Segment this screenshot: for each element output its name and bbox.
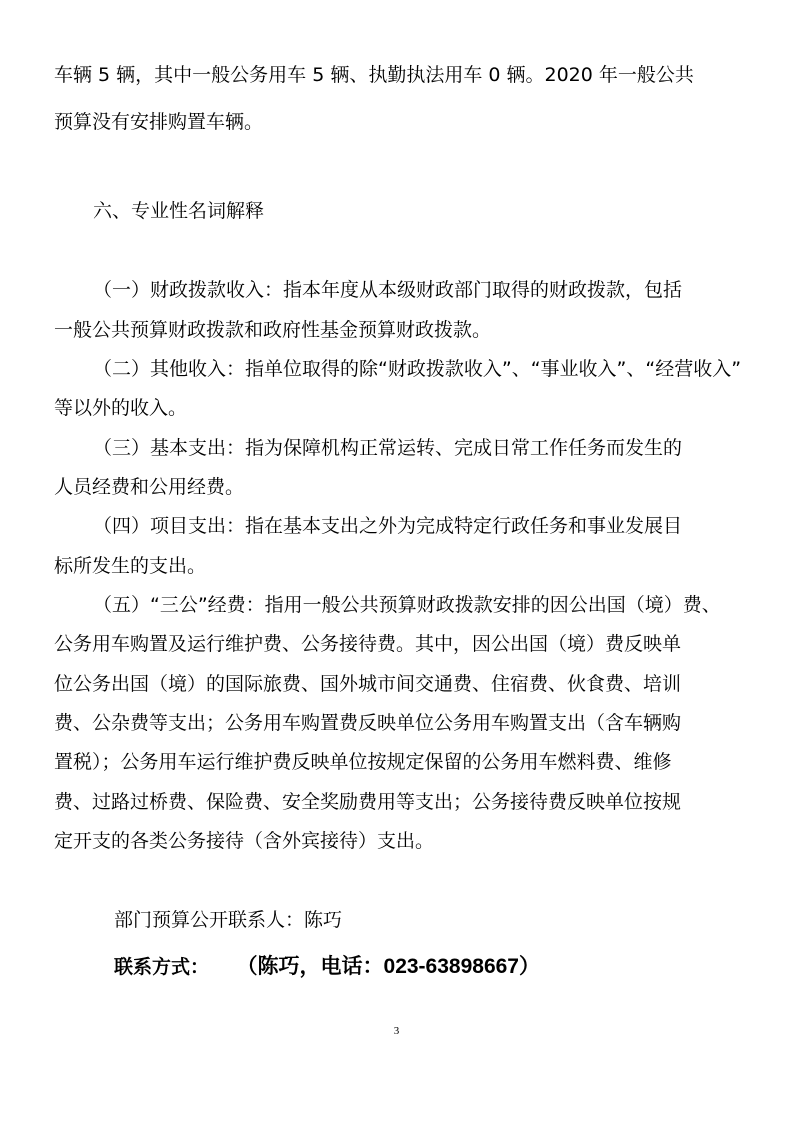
definition-5-line-7: 定开支的各类公务接待（含外宾接待）支出。 (54, 830, 435, 852)
definition-2-line-2: 等以外的收入。 (54, 397, 188, 419)
definition-5-line-3: 位公务出国（境）的国际旅费、国外城市间交通费、住宿费、伙食费、培训 (54, 673, 682, 695)
definition-4-line-2: 标所发生的支出。 (54, 555, 207, 577)
definition-5-line-1: （五）“三公”经费：指用一般公共预算财政拨款安排的因公出国（境）费、 (93, 594, 721, 616)
contact-method-line (114, 955, 540, 979)
definition-1-line-1: （一）财政拨款收入：指本年度从本级财政部门取得的财政拨款，包括 (93, 279, 683, 301)
definition-4-line-1: （四）项目支出：指在基本支出之外为完成特定行政任务和事业发展目 (93, 515, 683, 537)
contact-person-line: 部门预算公开联系人：陈巧 (114, 909, 343, 931)
definition-3-line-1: （三）基本支出：指为保障机构正常运转、完成日常工作任务而发生的 (93, 437, 683, 459)
contact-method-value: （陈巧，电话：023-63898667） (247, 955, 540, 978)
definition-5-line-2: 公务用车购置及运行维护费、公务接待费。其中，因公出国（境）费反映单 (54, 633, 682, 655)
definition-2-line-1: （二）其他收入：指单位取得的除“财政拨款收入”、“事业收入”、“经营收入” (93, 358, 742, 380)
definition-5-line-6: 费、过路过桥费、保险费、安全奖励费用等支出；公务接待费反映单位按规 (54, 791, 682, 813)
page-number: 3 (393, 1025, 400, 1037)
definition-5-line-4: 费、公杂费等支出；公务用车购置费反映单位公务用车购置支出（含车辆购 (54, 712, 682, 734)
definition-5-line-5: 置税）；公务用车运行维护费反映单位按规定保留的公务用车燃料费、维修 (54, 751, 672, 773)
definition-3-line-2: 人员经费和公用经费。 (54, 476, 245, 498)
definition-1-line-2: 一般公共预算财政拨款和政府性基金预算财政拨款。 (54, 319, 492, 341)
intro-line-1: 车辆 5 辆，其中一般公务用车 5 辆、执勤执法用车 0 辆。2020 年一般公共 (54, 64, 694, 86)
contact-method-label: 联系方式： (114, 956, 210, 978)
section-heading: 六、专业性名词解释 (93, 200, 265, 222)
intro-line-2: 预算没有安排购置车辆。 (54, 111, 264, 133)
